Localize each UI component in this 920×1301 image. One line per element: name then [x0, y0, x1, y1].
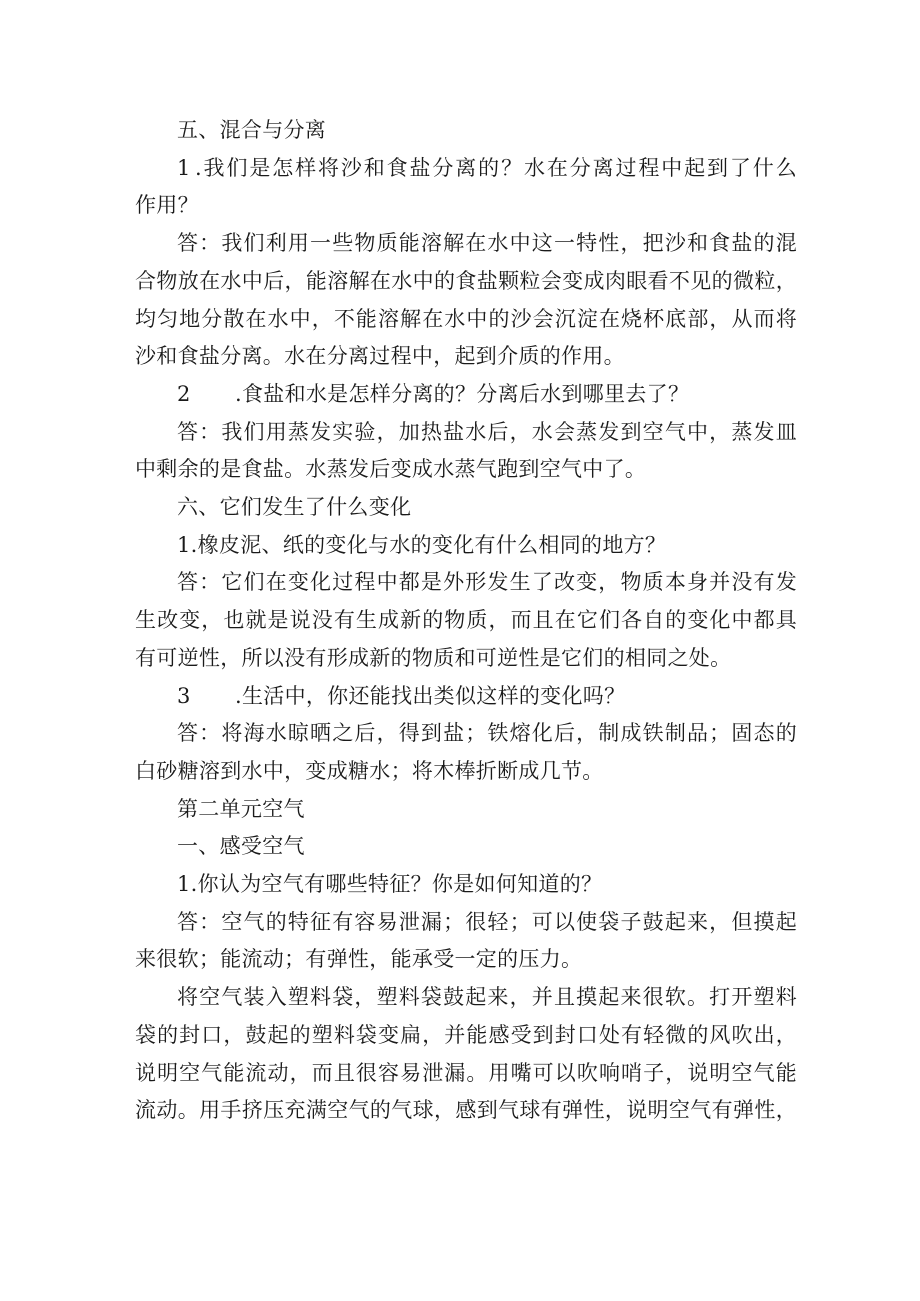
- text-line: [135, 414, 797, 452]
- text-line: [135, 112, 797, 150]
- text-line: [135, 564, 797, 602]
- line-text: 袋的封口，鼓起的塑料袋变扁，并能感受到封口处有轻微的风吹出，: [135, 1022, 797, 1047]
- item-number: 1: [177, 155, 191, 180]
- line-text: 生改变，也就是说没有生成新的物质，而且在它们各自的变化中都具: [135, 608, 797, 633]
- item-number: 2: [177, 381, 191, 406]
- text-line: [135, 602, 797, 640]
- text-line: [135, 678, 797, 716]
- line-text: 沙和食盐分离。水在分离过程中，起到介质的作用。: [135, 344, 625, 369]
- text-line: [135, 150, 797, 188]
- line-text: 六、它们发生了什么变化: [177, 495, 412, 520]
- text-line: [135, 640, 797, 678]
- text-line: [135, 187, 797, 225]
- line-text: 答：我们利用一些物质能溶解在水中这一特性，把沙和食盐的混: [177, 231, 797, 256]
- text-line: [135, 904, 797, 942]
- text-line: [135, 1017, 797, 1055]
- line-text: 1.橡皮泥、纸的变化与水的变化有什么相同的地方？: [177, 532, 667, 557]
- line-text: 1.你认为空气有哪些特征？你是如何知道的？: [177, 872, 603, 897]
- line-text: 答：它们在变化过程中都是外形发生了改变，物质本身并没有发: [177, 570, 797, 595]
- line-text: 第二单元空气: [177, 796, 305, 821]
- text-line: [135, 451, 797, 489]
- line-text: 一、感受空气: [177, 834, 305, 859]
- text-line: [135, 225, 797, 263]
- item-number: 3: [177, 683, 191, 708]
- line-text: 五、混合与分离: [177, 118, 327, 142]
- text-line: [135, 828, 797, 866]
- line-text: 均匀地分散在水中，不能溶解在水中的沙会沉淀在烧杯底部，从而将: [135, 306, 797, 331]
- text-line: [135, 1055, 797, 1093]
- text-line: [135, 489, 797, 527]
- text-line: [135, 376, 797, 414]
- line-text: 答：将海水晾晒之后，得到盐；铁熔化后，制成铁制品；固态的: [177, 721, 797, 746]
- line-text: .生活中，你还能找出类似这样的变化吗？: [235, 683, 626, 708]
- line-text: 有可逆性，所以没有形成新的物质和可逆性是它们的相同之处。: [135, 645, 732, 670]
- text-line: [135, 263, 797, 301]
- text-line: [135, 1092, 797, 1130]
- line-text: .食盐和水是怎样分离的？分离后水到哪里去了？: [235, 381, 690, 406]
- document-body: [135, 112, 797, 1130]
- text-line: [135, 715, 797, 753]
- line-text: 流动。用手挤压充满空气的气球，感到气球有弹性，说明空气有弹性，: [135, 1098, 797, 1123]
- line-text: 将空气装入塑料袋，塑料袋鼓起来，并且摸起来很软。打开塑料: [177, 985, 797, 1010]
- text-line: [135, 941, 797, 979]
- line-text: 作用？: [135, 193, 199, 218]
- line-text: 来很软；能流动；有弹性，能承受一定的压力。: [135, 947, 583, 972]
- line-text: 答：我们用蒸发实验，加热盐水后，水会蒸发到空气中，蒸发皿: [177, 419, 797, 444]
- text-line: [135, 753, 797, 791]
- line-text: .我们是怎样将沙和食盐分离的？水在分离过程中起到了什么: [195, 155, 797, 180]
- line-text: 说明空气能流动，而且很容易泄漏。用嘴可以吹响哨子，说明空气能: [135, 1060, 797, 1085]
- line-text: 中剩余的是食盐。水蒸发后变成水蒸气跑到空气中了。: [135, 457, 647, 482]
- text-line: [135, 338, 797, 376]
- text-line: [135, 527, 797, 565]
- line-text: 答：空气的特征有容易泄漏；很轻；可以使袋子鼓起来，但摸起: [177, 909, 797, 934]
- line-text: 白砂糖溶到水中，变成糖水；将木棒折断成几节。: [135, 758, 604, 783]
- text-line: [135, 791, 797, 829]
- text-line: [135, 866, 797, 904]
- text-line: [135, 979, 797, 1017]
- text-line: [135, 301, 797, 339]
- line-text: 合物放在水中后，能溶解在水中的食盐颗粒会变成肉眼看不见的微粒，: [135, 268, 797, 293]
